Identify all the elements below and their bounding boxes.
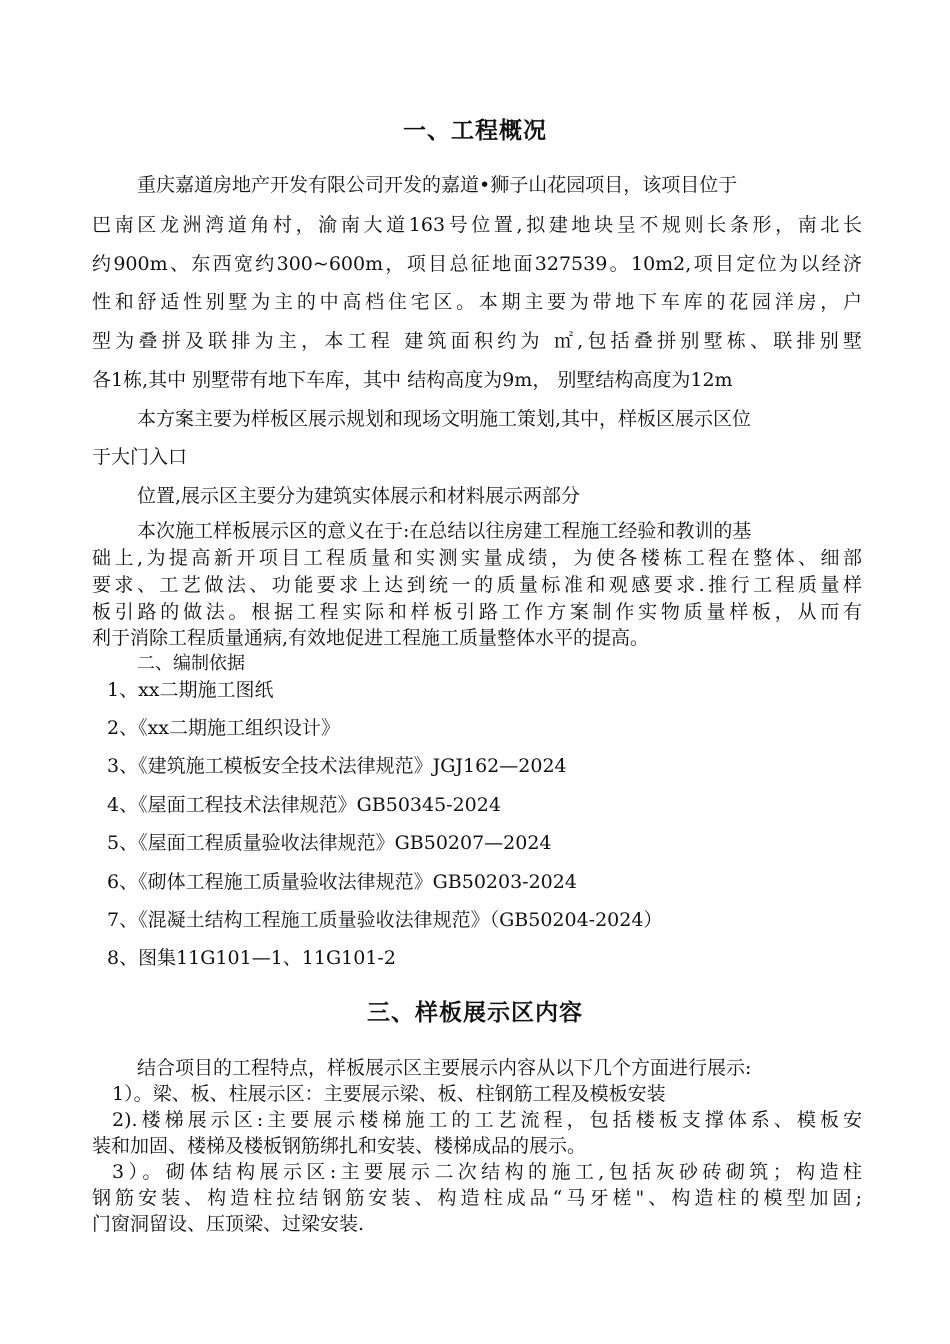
basis-item-7: 7、《混凝土结构工程施工质量验收法律规范》（GB50204-2024） — [107, 909, 663, 931]
section-3-line-3: 2).楼梯展示区:主要展示楼梯施工的工艺流程，包括楼板支撑体系、模板安 — [112, 1109, 862, 1131]
para2-line-2: 于大门入口 — [92, 446, 188, 468]
para1-line-2: 巴南区龙洲湾道角村，渝南大道163号位置,拟建地块呈不规则长条形，南北长 — [92, 214, 862, 236]
section-3-line-6: 钢筋安装、构造柱拉结钢筋安装、构造柱成品“马牙槎"、构造柱的模型加固; — [92, 1187, 862, 1209]
basis-item-1: 1、xx二期施工图纸 — [107, 679, 274, 701]
basis-item-3: 3、《建筑施工模板安全技术法律规范》JGJ162—2024 — [107, 755, 567, 777]
section-3-line-1: 结合项目的工程特点，样板展示区主要展示内容从以下几个方面进行展示: — [137, 1057, 752, 1079]
para4-line-4: 板引路的做法。根据工程实际和样板引路工作方案制作实物质量样板，从而有 — [92, 601, 862, 623]
para4-line-5: 利于消除工程质量通病,有效地促进工程施工质量整体水平的提高。 — [92, 627, 650, 649]
para4-line-2: 础上,为提高新开项目工程质量和实测实量成绩，为使各楼栋工程在整体、细部 — [92, 547, 862, 569]
basis-item-2: 2、《xx二期施工组织设计》 — [107, 717, 341, 739]
para4-line-1: 本次施工样板展示区的意义在于:在总结以往房建工程施工经验和教训的基 — [137, 520, 752, 542]
para1-line-4: 性和舒适性别墅为主的中高档住宅区。本期主要为带地下车库的花园洋房，户 — [92, 291, 862, 313]
section-3-line-5: 3）。砌体结构展示区:主要展示二次结构的施工,包括灰砂砖砌筑；构造柱 — [112, 1161, 862, 1183]
para1-line-5: 型为叠拼及联排为主，本工程 建筑面积约为 ㎡,包括叠拼别墅栋、联排别墅 — [92, 330, 862, 352]
para4-line-3: 要求、工艺做法、功能要求上达到统一的质量标准和观感要求.推行工程质量样 — [92, 574, 862, 596]
para2-line-1: 本方案主要为样板区展示规划和现场文明施工策划,其中，样板区展示区位 — [137, 408, 752, 430]
section-3-title: 三、样板展示区内容 — [367, 999, 583, 1026]
basis-item-4: 4、《屋面工程技术法律规范》GB50345-2024 — [107, 794, 501, 816]
para1-line-1: 重庆嘉道房地产开发有限公司开发的嘉道•狮子山花园项目，该项目位于 — [137, 174, 738, 196]
para3-line: 位置,展示区主要分为建筑实体展示和材料展示两部分 — [137, 485, 581, 507]
basis-item-5: 5、《屋面工程质量验收法律规范》GB50207—2024 — [107, 832, 552, 854]
section-2-title: 二、编制依据 — [137, 653, 245, 674]
section-3-line-7: 门窗洞留设、压顶梁、过梁安装. — [92, 1213, 365, 1235]
para1-line-3: 约900m、东西宽约300~600m，项目总征地面327539。10m2,项目定位为以经济 — [92, 253, 862, 275]
basis-item-6: 6、《砌体工程施工质量验收法律规范》GB50203-2024 — [107, 871, 577, 893]
section-3-line-4: 装和加固、楼梯及楼板钢筋绑扎和安装、楼梯成品的展示。 — [92, 1135, 587, 1157]
para1-line-6: 各1栋,其中 别墅带有地下车库，其中 结构高度为9m， 别墅结构高度为12m — [92, 369, 733, 391]
section-1-title: 一、工程概况 — [403, 117, 547, 144]
basis-item-8: 8、图集11G101—1、11G101-2 — [107, 947, 396, 969]
section-3-line-2: 1）。梁、板、柱展示区：主要展示梁、板、柱钢筋工程及模板安装 — [112, 1083, 666, 1105]
